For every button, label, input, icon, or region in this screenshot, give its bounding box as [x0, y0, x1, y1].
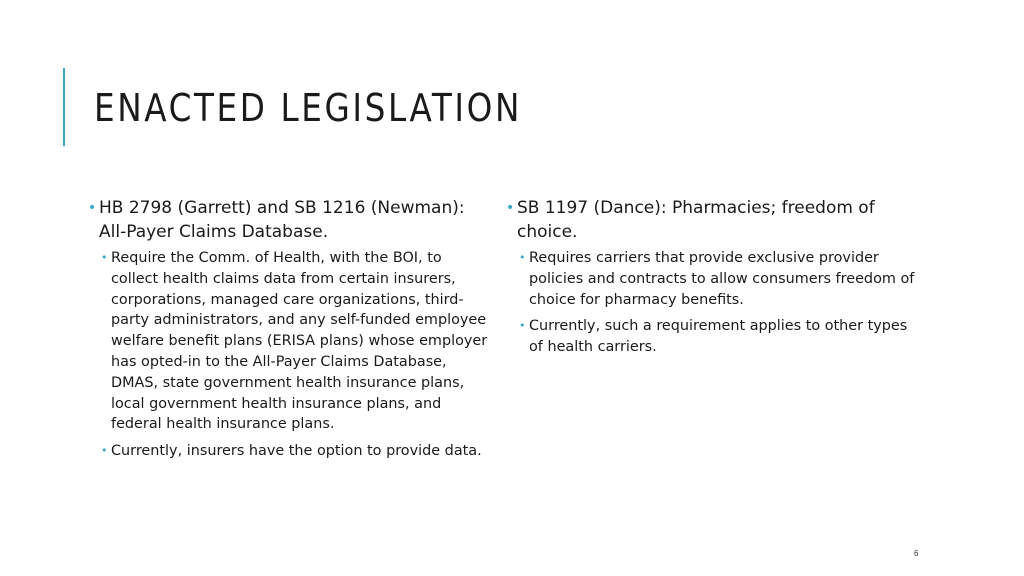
list-item — [101, 441, 488, 462]
bullet-icon: • — [101, 444, 108, 458]
bullet-icon: • — [519, 251, 526, 264]
list-item — [519, 248, 916, 310]
list-item — [519, 316, 916, 358]
right-point-text: Requires carriers that provide exclusive provider policies and contracts to allow consumers freedom of choice for pharmacy benefits. — [529, 250, 915, 308]
bullet-icon: • — [506, 200, 515, 216]
right-sub-list — [519, 248, 916, 358]
right-heading: SB 1197 (Dance): Pharmacies; freedom of choice. — [517, 198, 875, 242]
left-point-text: Require the Comm. of Health, with the BOI, to collect health claims data from certain insurers, corporations, managed care organizations, third-party administrators, and any self-funded employee welfare benefit plans (ERISA plans) whose employer has opted-in to the All-Payer Claims Database, DMAS, state government health insurance plans, local government health insurance plans, and federal health insurance plans. — [111, 250, 488, 433]
list-item — [101, 248, 488, 435]
slide-title: ENACTED LEGISLATION — [94, 86, 522, 130]
title-accent-bar — [63, 68, 65, 146]
bullet-icon: • — [101, 251, 108, 264]
left-heading-item — [88, 196, 488, 244]
right-point-text: Currently, such a requirement applies to other types of health carriers. — [529, 318, 908, 356]
bullet-icon: • — [519, 319, 526, 333]
left-column — [88, 196, 488, 468]
bullet-icon: • — [88, 200, 97, 216]
left-sub-list — [101, 248, 488, 462]
left-heading: HB 2798 (Garrett) and SB 1216 (Newman): All-Payer Claims Database. — [99, 198, 465, 242]
right-heading-item — [506, 196, 916, 244]
left-point-text: Currently, insurers have the option to provide data. — [111, 443, 482, 460]
right-column — [506, 196, 916, 364]
page-number: 6 — [914, 549, 919, 558]
